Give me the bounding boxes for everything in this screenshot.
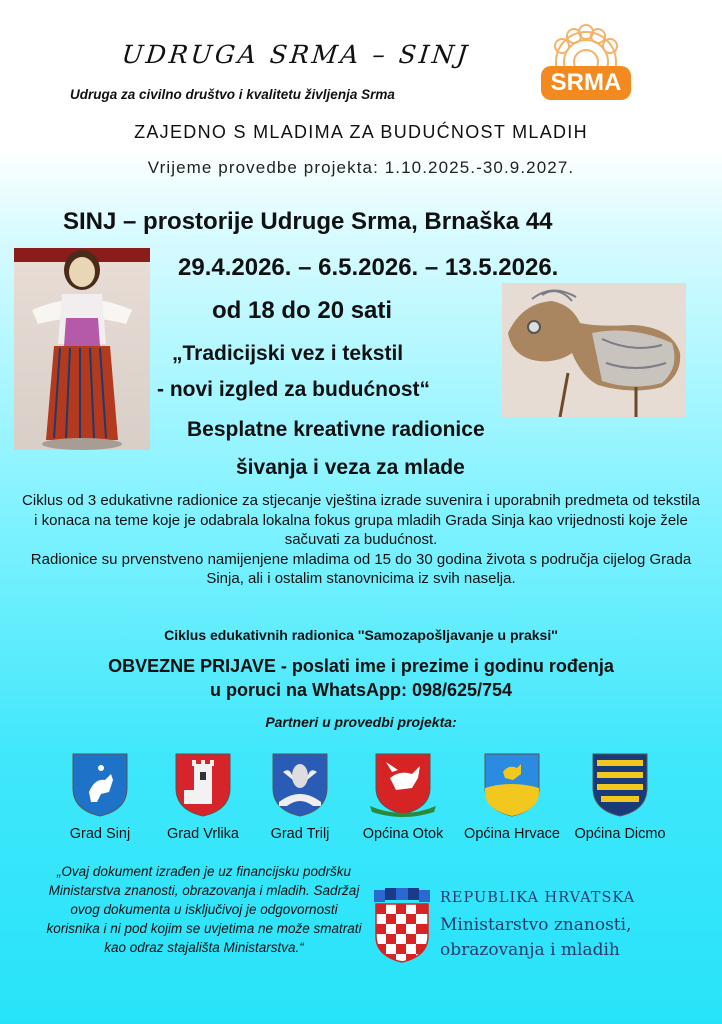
partner-name: Grad Trilj xyxy=(270,826,330,842)
vrlika-coat-of-arms-icon xyxy=(174,752,232,818)
registration-line-2: u poruci na WhatsApp: 098/625/754 xyxy=(209,680,513,700)
project-description xyxy=(20,491,702,589)
partner-name: Grad Vrlika xyxy=(167,826,239,842)
ministry-name-line-1: Ministarstvo znanosti, xyxy=(440,915,632,935)
funding-disclaimer: „Ovaj dokument izrađen je uz financijsku podršku Ministarstva znanosti, obrazovanja i mladih. Sadržaj ovog dokumenta u isključivoj je odgovornosti korisnika i ni pod kojim se uvjetima ne može smatrati kao odraz stajališta Ministarstva.“ xyxy=(46,864,362,955)
event-dates: 29.4.2026. – 6.5.2026. – 13.5.2026. xyxy=(178,254,559,281)
trilj-coat-of-arms-icon xyxy=(271,752,329,818)
event-location: SINJ – prostorije Udruge Srma, Brnaška 44 xyxy=(63,208,553,235)
textile-horse-photo xyxy=(502,283,686,417)
partner-name: Grad Sinj xyxy=(69,826,131,842)
free-workshops-line-1: Besplatne kreativne radionice xyxy=(187,418,485,441)
otok-coat-of-arms-icon xyxy=(368,752,438,818)
hrvace-coat-of-arms-icon xyxy=(483,752,541,818)
workshop-title-line-2: - novi izgled za budućnost“ xyxy=(157,378,430,401)
partner-name: Općina Otok xyxy=(362,826,444,842)
project-title: ZAJEDNO S MLADIMA ZA BUDUĆNOST MLADIH xyxy=(134,122,588,142)
srma-logo-text: SRMA xyxy=(541,66,631,100)
description-paragraph-1: Ciklus od 3 edukativne radionice za stjecanje vještina izrade suvenira i uporabnih predmeta od tekstila i konaca na teme koje je odabrala lokalna fokus grupa mladih Grada Sinja kao vrijednosti koje žele sačuvati za budućnost. xyxy=(22,492,700,548)
sinj-coat-of-arms-icon xyxy=(71,752,129,818)
ministry-name-line-2: obrazovanja i mladih xyxy=(440,940,620,960)
project-period: Vrijeme provedbe projekta: 1.10.2025.-30.9.2027. xyxy=(147,158,575,177)
textile-doll-photo xyxy=(14,248,150,450)
croatia-coat-of-arms-icon xyxy=(372,888,432,968)
org-name: UDRUGA SRMA – SINJ xyxy=(120,40,472,69)
partner-opcina-dicmo xyxy=(560,752,680,842)
event-hours: od 18 do 20 sati xyxy=(212,297,393,324)
description-paragraph-2: Radionice su prvenstveno namijenjene mladima od 15 do 30 godina života s područja cijelog Grada Sinja, ali i ostalim stanovnicima iz svih naselja. xyxy=(30,550,692,587)
partner-opcina-hrvace xyxy=(452,752,572,842)
partner-grad-trilj xyxy=(240,752,360,842)
partner-grad-sinj xyxy=(40,752,160,842)
dicmo-coat-of-arms-icon xyxy=(591,752,649,818)
org-subtitle: Udruga za civilno društvo i kvalitetu življenja Srma xyxy=(70,87,395,102)
partner-opcina-otok xyxy=(343,752,463,842)
srma-logo xyxy=(538,20,634,104)
ministry-country: REPUBLIKA HRVATSKA xyxy=(440,890,636,906)
workshop-title-line-1: „Tradicijski vez i tekstil xyxy=(172,342,404,365)
free-workshops-line-2: šivanja i veza za mlade xyxy=(236,456,465,479)
partner-name: Općina Hrvace xyxy=(464,826,560,842)
registration-line-1: OBVEZNE PRIJAVE - poslati ime i prezime i godinu rođenja xyxy=(108,656,614,676)
partner-name: Općina Dicmo xyxy=(574,826,666,842)
cycle-title: Ciklus edukativnih radionica ''Samozapošljavanje u praksi'' xyxy=(164,627,558,643)
partners-title: Partneri u provedbi projekta: xyxy=(265,714,457,730)
